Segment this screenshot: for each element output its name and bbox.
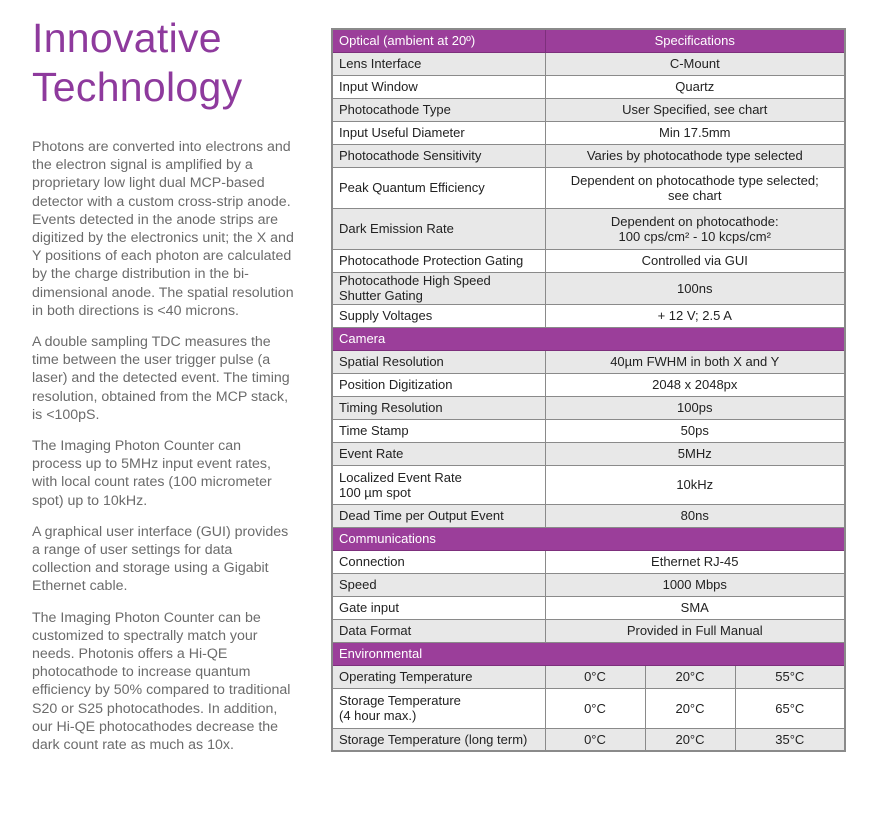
optical-row [332,249,845,272]
intro-column [32,14,294,767]
spec-value: + 12 V; 2.5 A [545,304,845,327]
section-header-communications [332,527,845,550]
env-min-temp: 0°C [545,688,645,728]
communications-row [332,573,845,596]
camera-row [332,396,845,419]
environmental-row [332,688,845,728]
optical-row [332,52,845,75]
communications-row [332,596,845,619]
spec-value: 100ps [545,396,845,419]
page-title [32,14,294,112]
spec-value: 10kHz [545,465,845,504]
spec-value: 2048 x 2048px [545,373,845,396]
communications-row [332,619,845,642]
paragraph-event-rates: The Imaging Photon Counter can process up to 5MHz input event rates, with local count rates (100 micrometer spot) up to 10kHz. [32,438,272,509]
camera-row [332,442,845,465]
camera-row [332,419,845,442]
env-nominal-temp: 20°C [645,728,735,751]
env-max-temp: 55°C [735,665,845,688]
env-nominal-temp: 20°C [645,665,735,688]
optical-header: Optical (ambient at 20º) [332,29,545,52]
environmental-header: Environmental [332,642,845,665]
spec-value: Controlled via GUI [545,249,845,272]
optical-row [332,304,845,327]
spec-label: Peak Quantum Efficiency [332,167,545,208]
title-line-2: Technology [32,64,243,110]
spec-value: 5MHz [545,442,845,465]
spec-label: Lens Interface [332,52,545,75]
spec-label: Photocathode Sensitivity [332,144,545,167]
spec-label: Event Rate [332,442,545,465]
spec-value: SMA [545,596,845,619]
optical-row [332,272,845,304]
section-header-camera [332,327,845,350]
spec-value: User Specified, see chart [545,98,845,121]
spec-label: Photocathode Protection Gating [332,249,545,272]
paragraph-hi-qe: The Imaging Photon Counter can be customized to spectrally match your needs. Photonis offers a Hi-QE photocathode to increase quantum efficiency by 50% compared to traditional S20 or S25 photocathodes. In addition, our Hi-QE photocathodes decrease the dark count rate as much as 10x. [32,609,291,754]
spec-value: Quartz [545,75,845,98]
env-label: Operating Temperature [332,665,545,688]
camera-row [332,350,845,373]
paragraph-photon-conversion: Photons are converted into electrons and the electron signal is amplified by a proprietary low light dual MCP-based detector with a custom cross-strip anode. Events detected in the anode strips are digitized by the electronics unit; the X and Y positions of each photon are calculated by the charge distribution in the bi-dimensional anode. The spatial resolution in both directions is <40 microns. [32,139,294,319]
spec-label: Photocathode Type [332,98,545,121]
environmental-row [332,665,845,688]
env-min-temp: 0°C [545,728,645,751]
spec-label: Supply Voltages [332,304,545,327]
optical-row [332,121,845,144]
title-line-1: Innovative [32,15,222,61]
communications-header: Communications [332,527,845,550]
section-header-optical [332,29,845,52]
paragraph-gui: A graphical user interface (GUI) provides a range of user settings for data collection and storage using a Gigabit Ethernet cable. [32,523,289,595]
spec-label: Speed [332,573,545,596]
spec-label: Timing Resolution [332,396,545,419]
spec-value: 1000 Mbps [545,573,845,596]
spec-value: 100ns [545,272,845,304]
env-label: Storage Temperature (4 hour max.) [332,688,545,728]
camera-row [332,504,845,527]
camera-row [332,373,845,396]
env-min-temp: 0°C [545,665,645,688]
communications-row [332,550,845,573]
spec-value: Dependent on photocathode: 100 cps/cm² - 10 kcps/cm² [545,208,845,249]
spec-value: 40µm FWHM in both X and Y [545,350,845,373]
optical-row [332,144,845,167]
spec-label: Spatial Resolution [332,350,545,373]
spec-label: Photocathode High Speed Shutter Gating [332,272,545,304]
paragraph-tdc: A double sampling TDC measures the time between the user trigger pulse (a laser) and the detected event. The timing resolution, obtained from the MCP stack, is <100pS. [32,334,290,423]
optical-row [332,167,845,208]
spec-value: C-Mount [545,52,845,75]
env-max-temp: 35°C [735,728,845,751]
spec-value: Dependent on photocathode type selected; see chart [545,167,845,208]
optical-row [332,208,845,249]
optical-row [332,98,845,121]
spec-value: Varies by photocathode type selected [545,144,845,167]
env-max-temp: 65°C [735,688,845,728]
spec-value: Ethernet RJ-45 [545,550,845,573]
spec-value: 80ns [545,504,845,527]
specifications-header: Specifications [545,29,845,52]
spec-label: Data Format [332,619,545,642]
spec-value: Provided in Full Manual [545,619,845,642]
camera-header: Camera [332,327,845,350]
spec-value: Min 17.5mm [545,121,845,144]
spec-label: Input Window [332,75,545,98]
env-nominal-temp: 20°C [645,688,735,728]
spec-label: Dead Time per Output Event [332,504,545,527]
spec-label: Dark Emission Rate [332,208,545,249]
environmental-row [332,728,845,751]
spec-label: Time Stamp [332,419,545,442]
env-label: Storage Temperature (long term) [332,728,545,751]
section-header-environmental [332,642,845,665]
spec-value: 50ps [545,419,845,442]
spec-label: Input Useful Diameter [332,121,545,144]
optical-row [332,75,845,98]
spec-label: Localized Event Rate 100 µm spot [332,465,545,504]
spec-label: Connection [332,550,545,573]
spec-label: Gate input [332,596,545,619]
spec-label: Position Digitization [332,373,545,396]
camera-row [332,465,845,504]
specifications-table [331,28,846,752]
